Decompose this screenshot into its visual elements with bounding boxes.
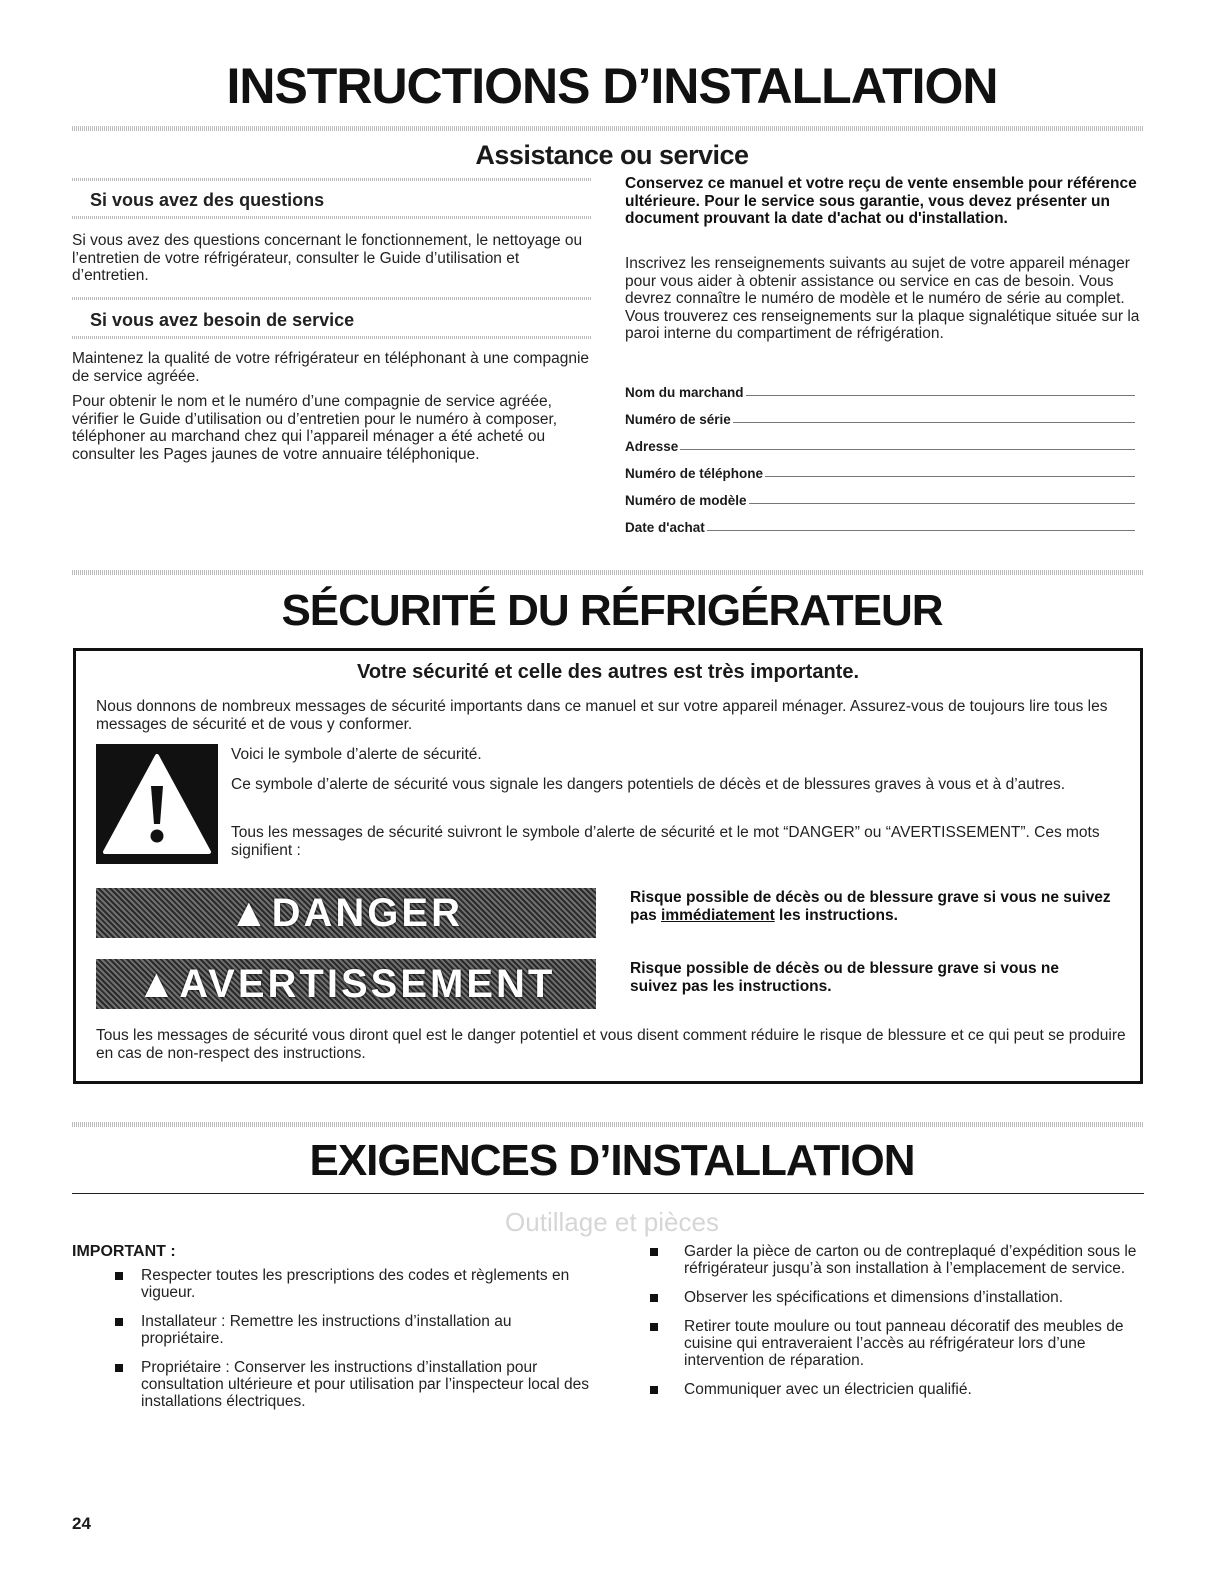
divider (72, 178, 592, 181)
important-label: IMPORTANT : (72, 1243, 176, 1260)
list-item: Retirer toute moulure ou tout panneau décoratif des meubles de cuisine qui entraveraient l’accès au réfrigérateur lors d’une intervention de réparation. (650, 1318, 1145, 1369)
symbol-line: Voici le symbole d’alerte de sécurité. (231, 746, 482, 763)
requirements-title: EXIGENCES D’INSTALLATION (309, 1136, 915, 1185)
alert-triangle-icon: ▲ (229, 890, 272, 935)
divider (72, 1193, 1144, 1194)
safety-intro: Nous donnons de nombreux messages de sécurité importants dans ce manuel et sur votre appareil ménager. Assurez-vous de toujours lire tous les messages de sécurité et de vous y conformer. (96, 698, 1108, 733)
danger-description: Risque possible de décès ou de blessure grave si vous ne suivez pas immédiatement les instructions. (630, 889, 1111, 924)
field-phone-number: Numéro de téléphone (625, 461, 1135, 481)
symbol-description: Ce symbole d’alerte de sécurité vous signale les dangers potentiels de décès et de blessures graves à vous et à d’autres. (231, 776, 1066, 793)
danger-signal-banner (96, 888, 596, 938)
field-purchase-date: Date d'achat (625, 515, 1135, 535)
service-text-1: Maintenez la qualité de votre réfrigérateur en téléphonant à une compagnie de service agréée. (72, 350, 590, 385)
safety-title: SÉCURITÉ DU RÉFRIGÉRATEUR (281, 586, 943, 635)
warning-signal-banner (96, 959, 596, 1009)
safety-alert-symbol (96, 744, 218, 864)
divider (72, 570, 1144, 575)
questions-heading: Si vous avez des questions (90, 190, 325, 210)
service-heading: Si vous avez besoin de service (90, 310, 355, 330)
divider (72, 297, 592, 300)
right-bullet-list (650, 1243, 1145, 1398)
field-model-number: Numéro de modèle (625, 488, 1135, 508)
danger-label: DANGER (271, 890, 463, 935)
divider (72, 1122, 1144, 1127)
list-item: Observer les spécifications et dimensions d’installation. (650, 1289, 1145, 1306)
list-item: Respecter toutes les prescriptions des codes et règlements en vigueur. (115, 1267, 595, 1301)
divider (72, 126, 1144, 131)
divider (72, 336, 592, 339)
assistance-heading: Assistance ou service (475, 140, 749, 170)
field-serial-number: Numéro de série (625, 407, 1135, 427)
field-address: Adresse (625, 434, 1135, 454)
warning-triangle-icon (96, 744, 218, 864)
divider (72, 216, 592, 219)
warning-label: AVERTISSEMENT (179, 961, 556, 1006)
questions-text: Si vous avez des questions concernant le fonctionnement, le nettoyage ou l’entretien de votre réfrigérateur, consulter le Guide d’utilisation et d’entretien. (72, 232, 583, 284)
page-title: INSTRUCTIONS D’INSTALLATION (226, 58, 998, 114)
page-number: 24 (72, 1514, 91, 1533)
list-item: Garder la pièce de carton ou de contreplaqué d’expédition sous le réfrigérateur jusqu’à son installation à l’emplacement de service. (650, 1243, 1145, 1277)
signal-words-description: Tous les messages de sécurité suivront le symbole d’alerte de sécurité et le mot “DANGER” ou “AVERTISSEMENT”. Ces mots signifient : (231, 824, 1100, 859)
left-bullet-list (115, 1267, 595, 1410)
list-item: Installateur : Remettre les instructions d’installation au propriétaire. (115, 1313, 595, 1347)
safety-box-heading: Votre sécurité et celle des autres est très importante. (356, 661, 860, 683)
safety-footer-text: Tous les messages de sécurité vous diront quel est le danger potentiel et vous disent comment réduire le risque de blessure et ce qui peut se produire en cas de non-respect des instructions. (96, 1027, 1126, 1062)
warning-description: Risque possible de décès ou de blessure grave si vous ne suivez pas les instructions. (630, 960, 1059, 995)
tools-parts-heading: Outillage et pièces (505, 1207, 719, 1237)
alert-triangle-icon: ▲ (136, 961, 180, 1006)
list-item: Propriétaire : Conserver les instructions d’installation pour consultation ultérieure et pour utilisation par l’inspecteur local des installations électriques. (115, 1359, 595, 1410)
keep-manual-note: Conservez ce manuel et votre reçu de vente ensemble pour référence ultérieure. Pour le service sous garantie, vous devez présenter un document prouvant la date d'achat ou d'installation. (625, 175, 1137, 227)
list-item: Communiquer avec un électricien qualifié. (650, 1381, 1145, 1398)
safety-box (73, 648, 1143, 1084)
record-info-text: Inscrivez les renseignements suivants au sujet de votre appareil ménager pour vous aider à obtenir assistance ou service en cas de besoin. Vous devrez connaître le numéro de modèle et le numéro de série au complet. Vous trouverez ces renseignements sur la plaque signalétique située sur la paroi interne du compartiment de réfrigération. (625, 255, 1140, 342)
service-text-2: Pour obtenir le nom et le numéro d’une compagnie de service agréée, vérifier le Guide d’utilisation ou d’entretien pour le numéro à composer, téléphoner au marchand chez qui l’appareil ménager a été acheté ou consulter les Pages jaunes de votre annuaire téléphonique. (72, 393, 558, 463)
field-dealer-name: Nom du marchand (625, 380, 1135, 400)
